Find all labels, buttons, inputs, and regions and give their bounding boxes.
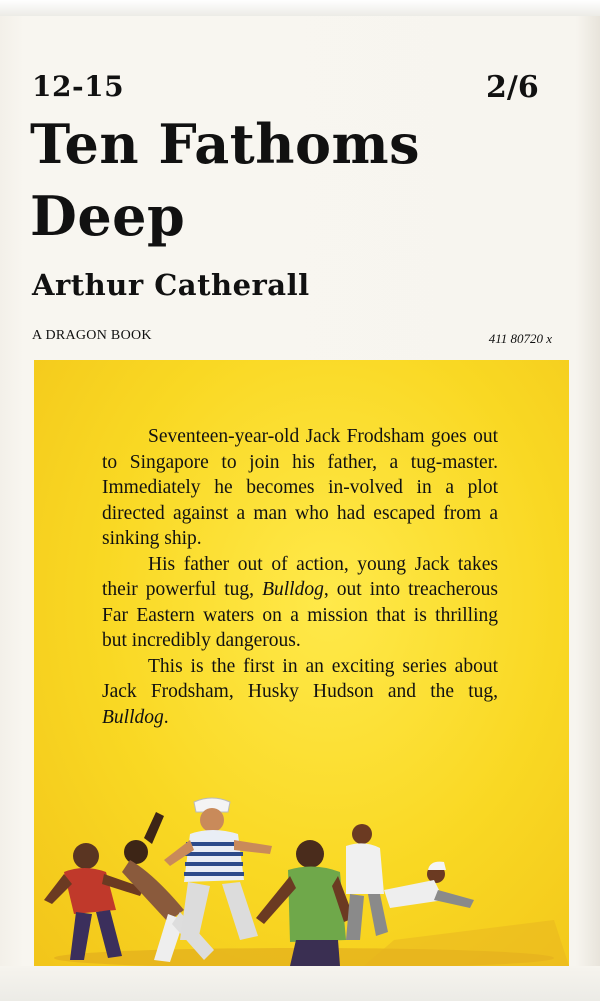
figure-green-shirt [256,840,354,966]
blurb-p3-before: This is the first in an exciting series about Jack Frodsham, Husky Hudson and the tug, [102,655,498,702]
price: 2/6 [486,70,539,105]
tug-name: Bulldog [262,579,324,600]
cover-top-edge [0,0,600,16]
blurb-paragraph-1: Seventeen-year-old Jack Frodsham goes out to Singapore to join his father, a tug-master. Immediately he becomes in-volved in a plot directed against a man who had escaped from a sinking ship. [102,426,498,549]
blurb-panel [34,360,569,966]
fight-scene-illustration [34,790,569,966]
deck-planks [364,920,569,966]
blurb-p2-before: His father out of action, young Jack takes their powerful tug, [102,553,498,600]
publisher-imprint: A DRAGON BOOK [32,328,152,343]
figure-background-man [346,824,388,940]
book-title: Ten Fathoms Deep [30,112,421,248]
tug-name: Bulldog [102,706,164,728]
figure-lying [384,862,474,908]
cover-bottom-edge [0,966,600,1001]
blurb-text [102,424,498,730]
blurb-p2-after: , out into treacherous Far Eastern waters on a mission that is thrilling but incredibly dangerous. [102,579,498,651]
age-range: 12-15 [32,70,125,103]
blurb-paragraph-3 [102,654,498,731]
author-name: Arthur Catherall [32,268,310,302]
blurb-paragraph-2 [102,552,498,654]
blurb-p3-after: . [163,706,169,728]
catalogue-number: 411 80720 x [488,331,552,346]
